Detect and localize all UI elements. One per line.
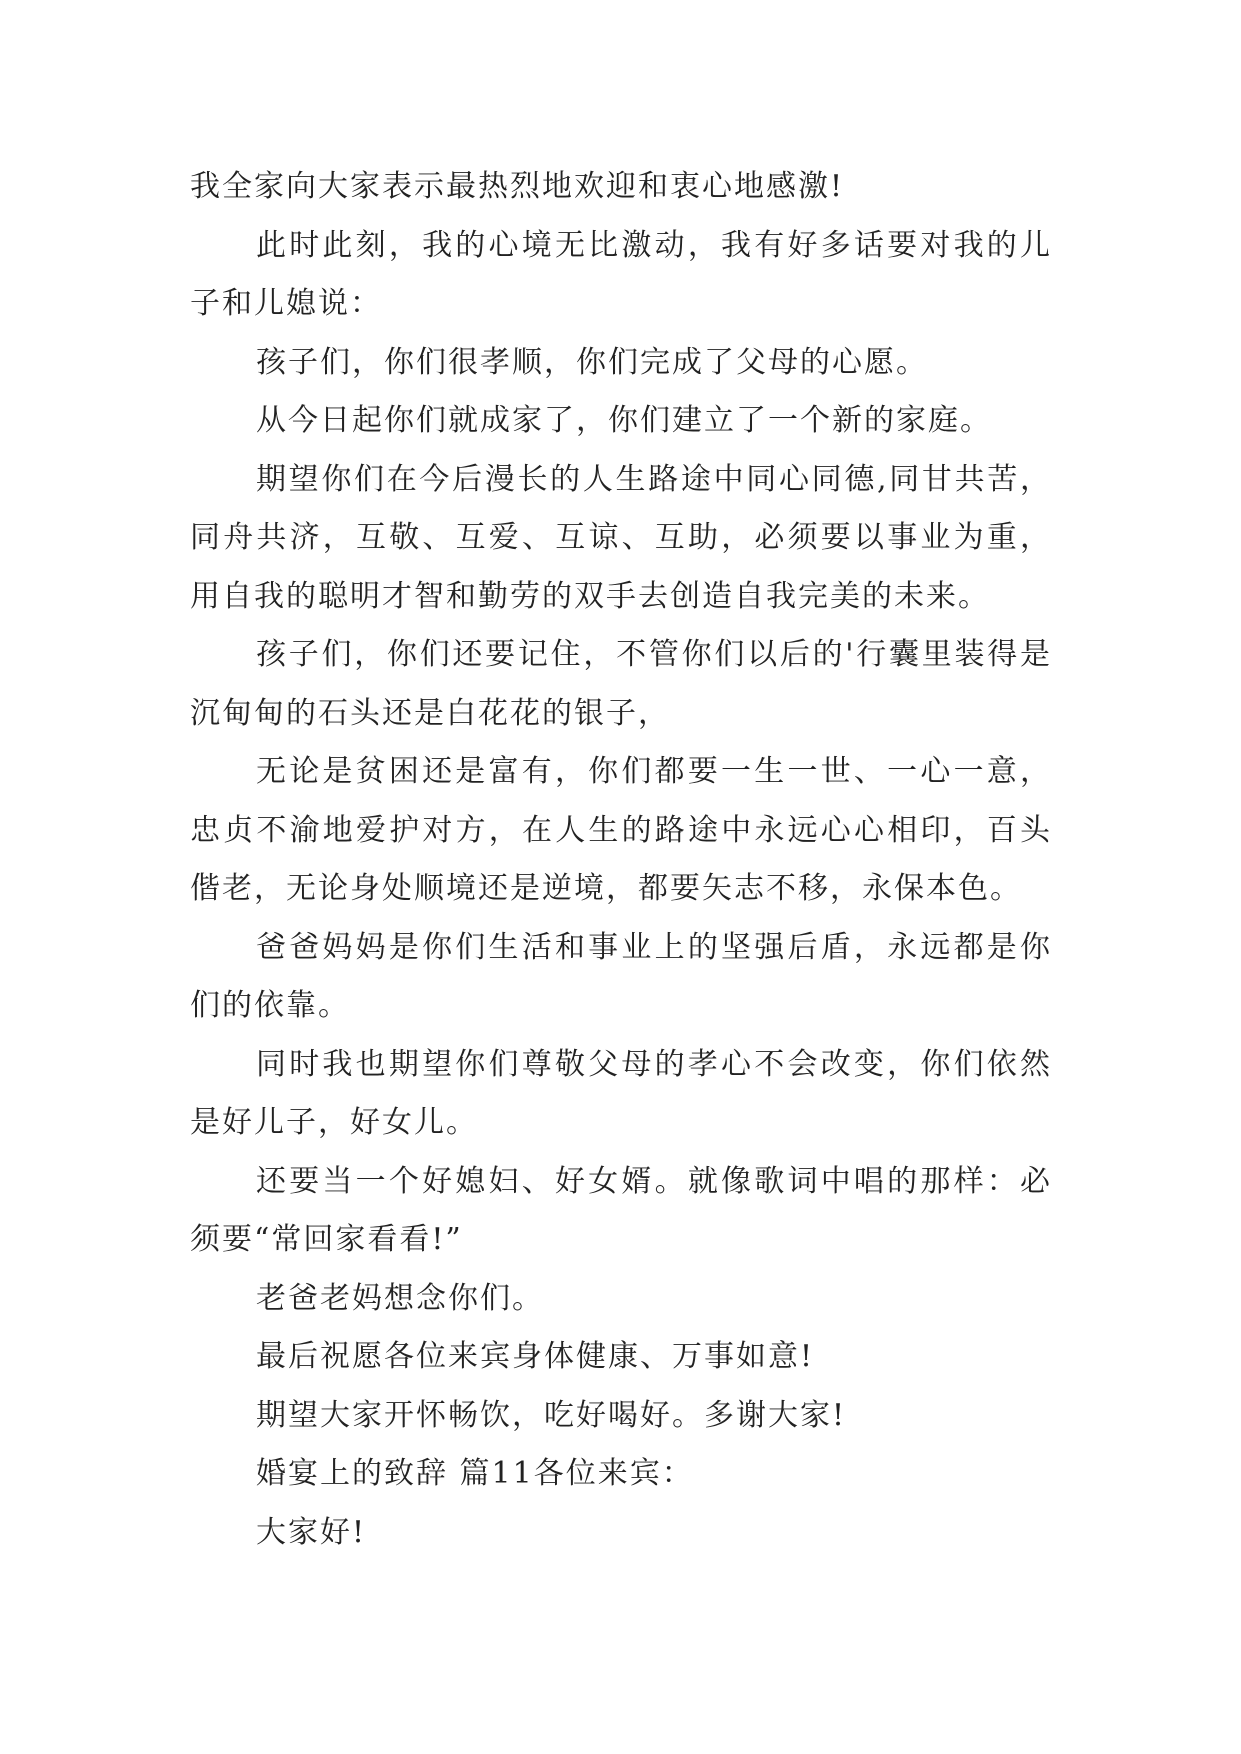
paragraph-7: 无论是贫困还是富有，你们都要一生一世、一心一意，忠贞不渝地爱护对方，在人生的路途中永远心心相印，百头偕老，无论身处顺境还是逆境，都要矢志不移，永保本色。 — [190, 754, 1052, 906]
paragraph-3: 孩子们，你们很孝顺，你们完成了父母的心愿。 — [256, 344, 928, 380]
paragraph-10: 还要当一个好媳妇、好女婿。就像歌词中唱的那样：必须要“常回家看看!” — [190, 1163, 1052, 1257]
paragraph-11: 老爸老妈想念你们。 — [256, 1280, 544, 1316]
paragraph-13: 期望大家开怀畅饮，吃好喝好。多谢大家! — [256, 1397, 847, 1433]
paragraph-14: 婚宴上的致辞 篇11各位来宾： — [256, 1456, 694, 1491]
paragraph-9: 同时我也期望你们尊敬父母的孝心不会改变，你们依然是好儿子，好女儿。 — [190, 1046, 1052, 1140]
paragraph-1: 我全家向大家表示最热烈地欢迎和衷心地感激! — [190, 169, 845, 204]
document-body — [190, 158, 1052, 1562]
paragraph-8: 爸爸妈妈是你们生活和事业上的坚强后盾，永远都是你们的依靠。 — [190, 929, 1052, 1023]
paragraph-6: 孩子们，你们还要记住，不管你们以后的'行囊里装得是沉甸甸的石头还是白花花的银子， — [190, 637, 1052, 731]
paragraph-12: 最后祝愿各位来宾身体健康、万事如意! — [256, 1339, 815, 1374]
paragraph-5: 期望你们在今后漫长的人生路途中同心同德,同甘共苦，同舟共济，互敬、互爱、互谅、互助，必须要以事业为重，用自我的聪明才智和勤劳的双手去创造自我完美的未来。 — [190, 461, 1052, 614]
paragraph-15: 大家好! — [256, 1514, 367, 1550]
paragraph-4: 从今日起你们就成家了，你们建立了一个新的家庭。 — [256, 403, 992, 438]
paragraph-2: 此时此刻，我的心境无比激动，我有好多话要对我的儿子和儿媳说： — [190, 227, 1052, 321]
